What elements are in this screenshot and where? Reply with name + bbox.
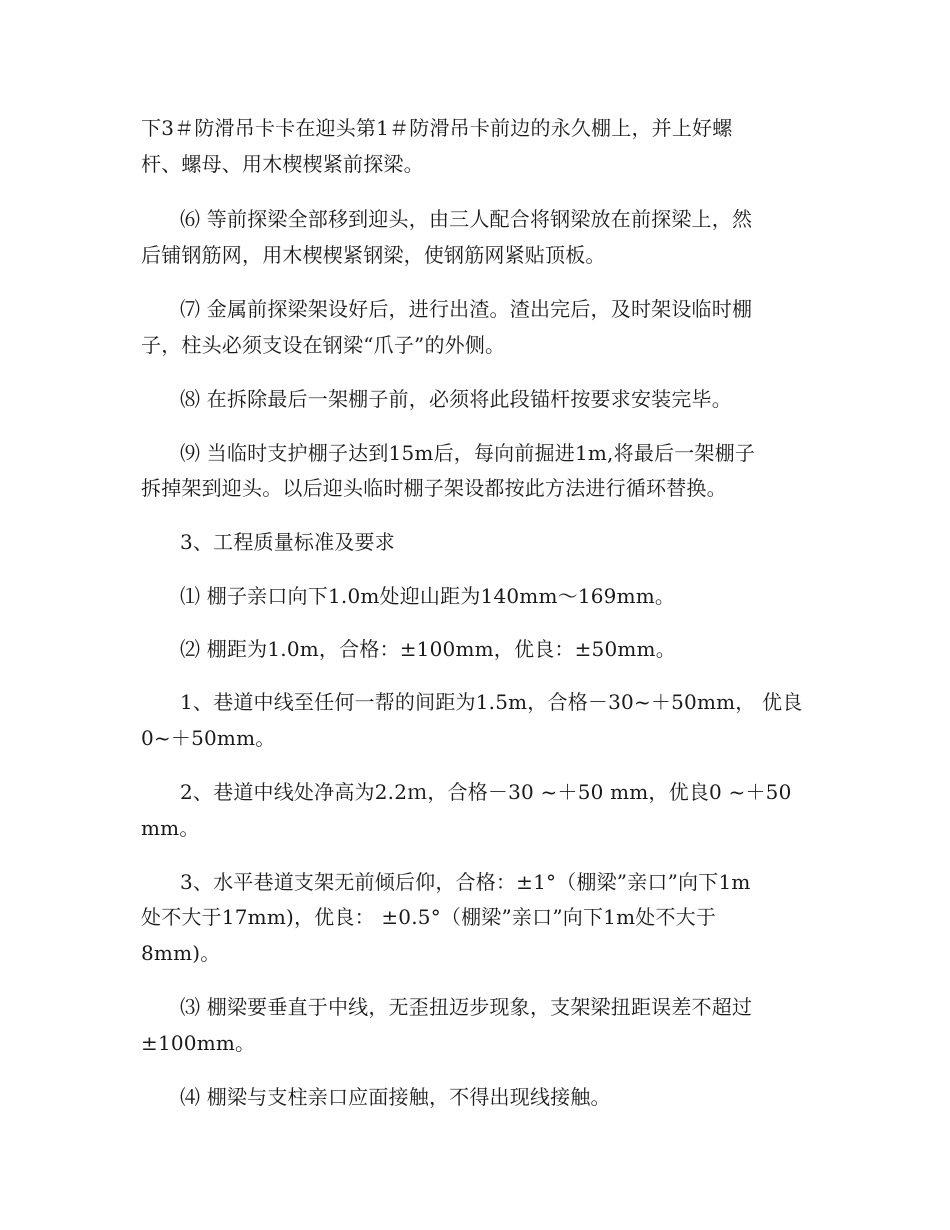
paragraph-line: 1、巷道中线至任何一帮的间距为1.5m，合格－30~＋50mm， 优良 (180, 690, 803, 714)
paragraph-line: mm。 (141, 816, 200, 840)
paragraph-line: 处不大于17mm)，优良： ±0.5°（棚梁”亲口”向下1m处不大于 (141, 905, 717, 929)
paragraph-line: ⑷ 棚梁与支柱亲口应面接触，不得出现线接触。 (180, 1085, 611, 1109)
paragraph-line: ⑼ 当临时支护棚子达到15m后，每向前掘进1m,将最后一架棚子 (180, 441, 756, 465)
paragraph-line: ±100mm。 (141, 1031, 256, 1055)
paragraph-line: ⑹ 等前探梁全部移到迎头，由三人配合将钢梁放在前探梁上，然 (180, 207, 753, 231)
paragraph-line: ⑺ 金属前探梁架设好后，进行出渣。渣出完后，及时架设临时棚 (180, 297, 753, 321)
paragraph-line: 下3＃防滑吊卡卡在迎头第1＃防滑吊卡前边的永久棚上，并上好螺 (141, 116, 733, 140)
paragraph-line: 8mm)。 (141, 941, 221, 965)
paragraph-line: ⑻ 在拆除最后一架棚子前，必须将此段锚杆按要求安装完毕。 (180, 387, 732, 411)
paragraph-line: 拆掉架到迎头。以后迎头临时棚子架设都按此方法进行循环替换。 (141, 476, 727, 500)
paragraph-line: 杆、螺母、用木楔楔紧前探梁。 (141, 152, 424, 176)
paragraph-line: 后铺钢筋网，用木楔楔紧钢梁，使钢筋网紧贴顶板。 (141, 243, 606, 267)
section-heading: 3、工程质量标准及要求 (180, 530, 395, 554)
paragraph-line: 0~＋50mm。 (141, 726, 276, 750)
paragraph-line: 子，柱头必须支设在钢梁“爪子”的外侧。 (141, 333, 506, 357)
paragraph-line: 3、水平巷道支架无前倾后仰，合格：±1°（棚梁”亲口”向下1m (180, 870, 751, 894)
paragraph-line: ⑶ 棚梁要垂直于中线，无歪扭迈步现象，支架梁扭距误差不超过 (180, 995, 753, 1019)
paragraph-line: ⑴ 棚子亲口向下1.0m处迎山距为140mm～169mm。 (180, 584, 676, 608)
paragraph-line: 2、巷道中线处净高为2.2ｍ，合格－30 ~＋50 mm，优良0 ~＋50 (180, 780, 792, 804)
paragraph-line: ⑵ 棚距为1.0m，合格：±100mm，优良：±50mm。 (180, 637, 676, 661)
